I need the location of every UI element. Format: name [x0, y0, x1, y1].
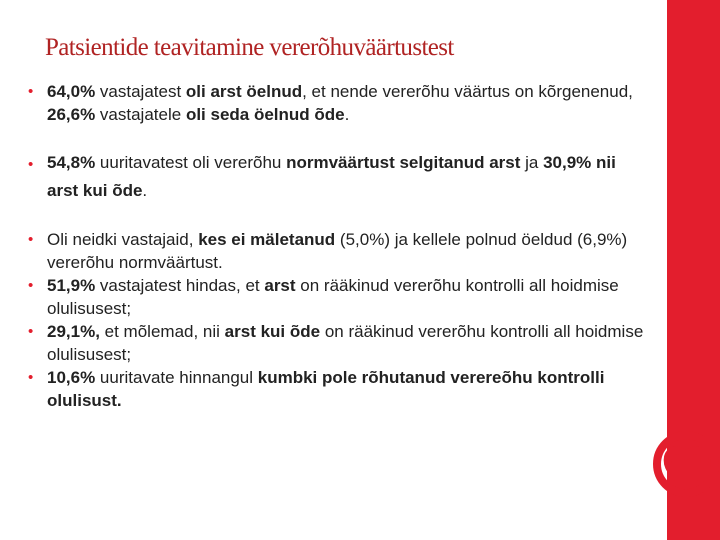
bullet-item-2: [28, 149, 646, 205]
bullet-item-4: [28, 274, 646, 320]
bullet-dot: •: [28, 369, 34, 386]
bullet-bold-text: 29,1%,: [47, 322, 100, 341]
bullet-bold-text: 64,0%: [47, 82, 96, 101]
bullet-bold-text: arst kui õde: [224, 322, 321, 341]
bullet-bold-text: oli seda öelnud õde: [185, 105, 345, 124]
bullet-run-text: vastajatele: [95, 105, 186, 124]
bullet-dot: •: [28, 277, 34, 294]
bullet-bold-text: kumbki pole rõhutanud verereõhu kontrolli olulisust.: [47, 368, 605, 410]
bullet-dot: •: [28, 83, 34, 100]
bullet-bold-text: oli arst öelnud: [185, 82, 303, 101]
bullet-run-text: uuritavatest oli vererõhu: [95, 153, 287, 172]
bullet-text: [47, 368, 604, 410]
bullet-run-text: ja: [520, 153, 544, 172]
bullet-bold-text: 26,6%: [47, 105, 96, 124]
bullet-list: [28, 80, 646, 412]
bullet-item-1: [28, 80, 646, 126]
bullet-run-text: .: [344, 105, 350, 124]
bullet-bold-text: 54,8%: [47, 153, 96, 172]
bullet-item-3: [28, 228, 646, 274]
bullet-text: [47, 82, 633, 124]
bullet-bold-text: 30,9% nii arst kui õde: [47, 153, 616, 200]
bullet-run-text: on rääkinud vererõhu kontrolli all hoidmise olulisusest;: [47, 276, 619, 318]
bullet-dot: •: [28, 156, 34, 173]
heart-logo-icon: [648, 426, 720, 502]
bullet-text: [47, 230, 627, 272]
bullet-run-text: (5,0%) ja kellele polnud öeldud (6,9%) vererõhu normväärtust.: [47, 230, 628, 272]
bullet-item-6: [28, 366, 646, 412]
bullet-bold-text: normväärtust selgitanud arst: [286, 153, 521, 172]
bullet-run-text: vastajatest hindas, et: [95, 276, 265, 295]
bullet-run-text: , et nende vererõhu väärtus on kõrgenenud,: [302, 82, 633, 101]
bullet-text: [47, 276, 619, 318]
bullet-run-text: et mõlemad, nii: [99, 322, 225, 341]
bullet-bold-text: 10,6%: [47, 368, 96, 387]
bullet-bold-text: arst: [264, 276, 296, 295]
bullet-dot: •: [28, 323, 34, 340]
bullet-dot: •: [28, 231, 34, 248]
bullet-text: [47, 153, 616, 200]
bullet-run-text: on rääkinud vererõhu kontrolli all hoidmise olulisusest;: [47, 322, 644, 364]
bullet-item-5: [28, 320, 646, 366]
bullet-run-text: vastajatest: [95, 82, 186, 101]
bullet-run-text: Oli neidki vastajaid,: [47, 230, 199, 249]
bullet-run-text: uuritavate hinnangul: [95, 368, 258, 387]
page-title: Patsientide teavitamine vererõhuväärtustest: [45, 34, 454, 61]
bullet-bold-text: kes ei mäletanud: [198, 230, 336, 249]
bullet-text: [47, 322, 643, 364]
bullet-run-text: .: [142, 181, 148, 200]
bullet-bold-text: 51,9%: [47, 276, 96, 295]
